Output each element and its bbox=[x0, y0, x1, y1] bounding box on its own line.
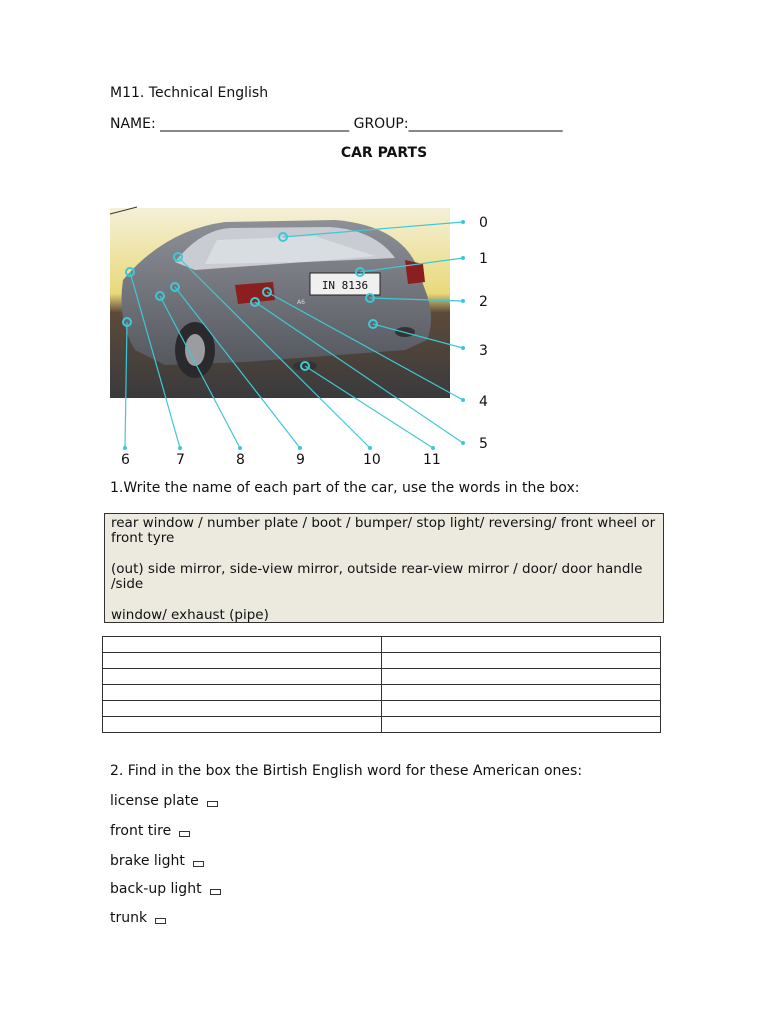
answer-table bbox=[102, 636, 661, 733]
table-row bbox=[103, 701, 661, 717]
exercise-2-prompt: 2. Find in the box the Birtish English word for these American ones: bbox=[110, 763, 583, 779]
table-row bbox=[103, 653, 661, 669]
american-term: front tire bbox=[110, 823, 172, 839]
document-title: M11. Technical English bbox=[110, 85, 269, 101]
label-1: 1 bbox=[479, 251, 488, 267]
word-box-line-3: window/ exhaust (pipe) bbox=[111, 607, 269, 623]
answer-blank[interactable] bbox=[210, 889, 221, 895]
table-row bbox=[103, 685, 661, 701]
answer-cell[interactable] bbox=[382, 653, 661, 669]
american-term: license plate bbox=[110, 793, 199, 809]
label-10: 10 bbox=[363, 452, 381, 468]
label-8: 8 bbox=[236, 452, 245, 468]
page-heading: CAR PARTS bbox=[340, 145, 428, 161]
answer-blank[interactable] bbox=[207, 801, 218, 807]
table-row bbox=[103, 637, 661, 653]
exercise-1-prompt: 1.Write the name of each part of the car, use the words in the box: bbox=[110, 480, 580, 496]
answer-cell[interactable] bbox=[382, 701, 661, 717]
label-4: 4 bbox=[479, 394, 488, 410]
label-11: 11 bbox=[423, 452, 441, 468]
label-7: 7 bbox=[176, 452, 185, 468]
answer-cell[interactable] bbox=[103, 701, 382, 717]
label-5: 5 bbox=[479, 436, 488, 452]
car-parts-figure bbox=[105, 200, 505, 472]
name-group-line: NAME: ___________________________ GROUP:______________________ bbox=[110, 116, 563, 132]
answer-cell[interactable] bbox=[103, 685, 382, 701]
number-plate-text: IN 8136 bbox=[321, 279, 369, 292]
label-3: 3 bbox=[479, 343, 488, 359]
word-box bbox=[104, 513, 664, 623]
american-term: trunk bbox=[110, 910, 148, 926]
table-row bbox=[103, 669, 661, 685]
word-box-line-2: (out) side mirror, side-view mirror, outside rear-view mirror / door/ door handle /side bbox=[111, 561, 643, 592]
answer-cell[interactable] bbox=[103, 669, 382, 685]
list-item bbox=[110, 823, 190, 839]
answer-cell[interactable] bbox=[382, 685, 661, 701]
label-2: 2 bbox=[479, 294, 488, 310]
answer-blank[interactable] bbox=[179, 831, 190, 837]
word-box-line-1: rear window / number plate / boot / bumper/ stop light/ reversing/ front wheel or front tyre bbox=[111, 515, 656, 546]
list-item bbox=[110, 881, 221, 897]
answer-cell[interactable] bbox=[382, 637, 661, 653]
list-item bbox=[110, 853, 204, 869]
label-0: 0 bbox=[479, 215, 488, 231]
answer-blank[interactable] bbox=[193, 861, 204, 867]
american-term: back-up light bbox=[110, 881, 202, 897]
table-row bbox=[103, 717, 661, 733]
answer-cell[interactable] bbox=[382, 669, 661, 685]
american-term: brake light bbox=[110, 853, 185, 869]
list-item bbox=[110, 910, 166, 926]
answer-cell[interactable] bbox=[103, 717, 382, 733]
answer-blank[interactable] bbox=[155, 918, 166, 924]
car-badge-text: A6 bbox=[297, 299, 305, 306]
list-item bbox=[110, 793, 218, 809]
label-9: 9 bbox=[296, 452, 305, 468]
label-6: 6 bbox=[121, 452, 130, 468]
answer-cell[interactable] bbox=[103, 653, 382, 669]
answer-cell[interactable] bbox=[103, 637, 382, 653]
answer-cell[interactable] bbox=[382, 717, 661, 733]
